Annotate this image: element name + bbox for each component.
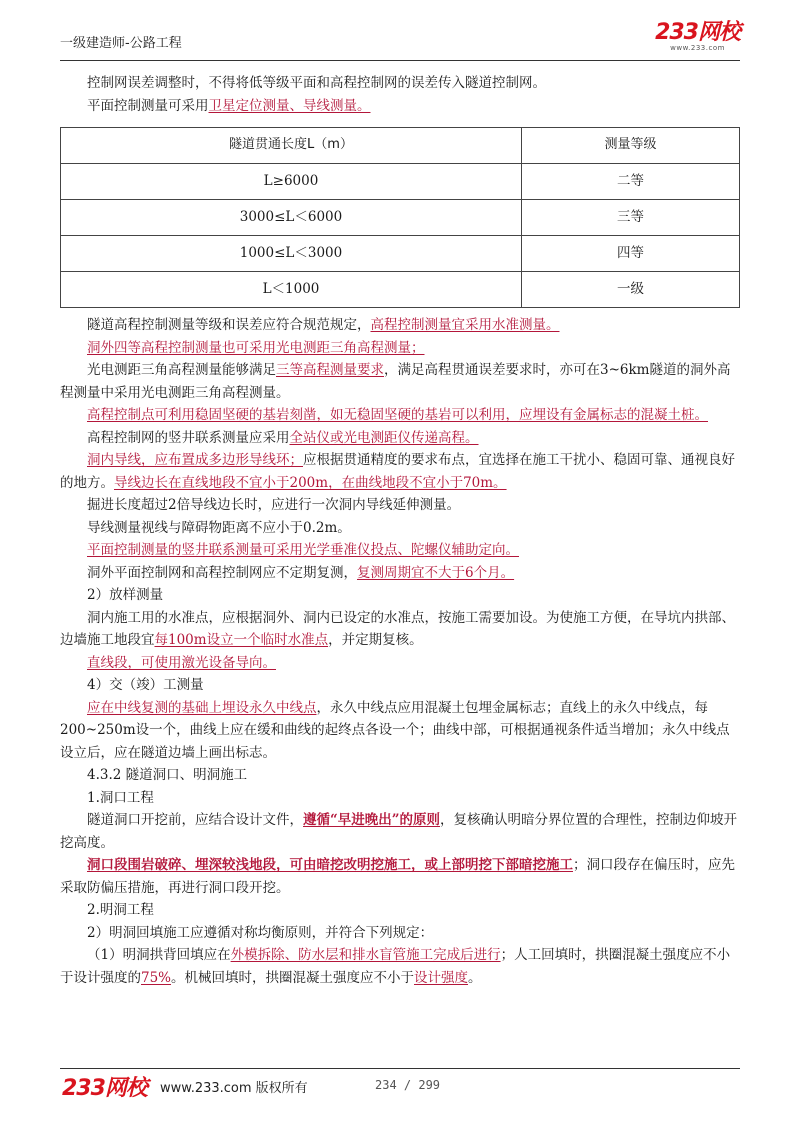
table-cell: 3000≤L＜6000 bbox=[61, 200, 522, 236]
survey-grade-table bbox=[60, 127, 740, 308]
table-row bbox=[61, 236, 740, 272]
paragraph bbox=[60, 944, 740, 989]
text: 隧道洞口开挖前，应结合设计文件， bbox=[87, 812, 303, 828]
text: ，永久中线点应用混凝土包埋金属标志；直线上的永久中线点，每200~250m设一个，曲线上应在缓和曲线的起终点各设一个；曲线中部，可根据通视条件适当增加；永久中线点设立后，应在隧道边墙上画出标志。 bbox=[60, 699, 730, 761]
paragraph bbox=[60, 922, 740, 945]
highlight-text: 洞内导线，应布置成多边形导线环； bbox=[87, 452, 303, 468]
highlight-text: 直线段，可使用激光设备导向。 bbox=[87, 654, 276, 671]
text: 高程控制网的竖井联系测量应采用 bbox=[87, 429, 290, 446]
text: 洞内施工用的水准点，应根据洞外、洞内已设定的水准点，按施工需要加设。为使施工方便，在导坑内拱部、边墙施工地段宜 bbox=[60, 609, 735, 648]
highlight-text: 洞口段围岩破碎、埋深较浅地段，可由暗挖改明挖施工，或上部明挖下部暗挖施工 bbox=[87, 857, 573, 873]
paragraph bbox=[60, 72, 740, 95]
page-footer bbox=[60, 1068, 740, 1099]
table-cell: 二等 bbox=[522, 164, 740, 200]
header-title: 一级建造师-公路工程 bbox=[60, 36, 182, 51]
text: ，复核确认明暗分界位置的合理性，控制边仰坡开挖高度。 bbox=[60, 812, 738, 851]
text: 4）交（竣）工测量 bbox=[87, 677, 204, 693]
highlight-text: 导线边长在直线地段不宜小于200m，在曲线地段不宜小于70m。 bbox=[114, 474, 507, 491]
table-row bbox=[61, 272, 740, 308]
paragraph bbox=[60, 494, 740, 517]
highlight-text: 设计强度 bbox=[414, 969, 469, 986]
table-row bbox=[61, 200, 740, 236]
paragraph bbox=[60, 359, 740, 404]
highlight-text: 复测周期宜不大于6个月。 bbox=[357, 564, 515, 581]
logo-text: 233网校 bbox=[655, 20, 740, 45]
paragraph bbox=[60, 314, 740, 337]
paragraph bbox=[60, 854, 740, 899]
table-header: 测量等级 bbox=[522, 128, 740, 164]
text: 2）放样测量 bbox=[87, 587, 164, 603]
section-heading bbox=[60, 787, 740, 810]
table-cell: 三等 bbox=[522, 200, 740, 236]
text: 洞外平面控制网和高程控制网应不定期复测， bbox=[87, 564, 357, 581]
text: ；人工回填时，拱圈混凝土强度应不小于设计强度的 bbox=[60, 947, 731, 986]
paragraph bbox=[60, 95, 740, 118]
paragraph bbox=[60, 404, 740, 427]
text: 应根据贯通精度的要求布点，宜选择在施工干扰小、稳固可靠、通视良好的地方。 bbox=[60, 452, 735, 491]
table-cell: 四等 bbox=[522, 236, 740, 272]
highlight-text: 应在中线复测的基础上埋设永久中线点 bbox=[87, 699, 317, 716]
text: 导线测量视线与障碍物距离不应小于0.2m。 bbox=[87, 519, 351, 536]
highlight-text: 三等高程测量要求 bbox=[276, 362, 384, 378]
text: 2）明洞回填施工应遵循对称均衡原则，并符合下列规定： bbox=[87, 924, 434, 941]
text: （1）明洞拱背回填应在 bbox=[87, 947, 231, 963]
table-cell: L＜1000 bbox=[61, 272, 522, 308]
text: 平面控制测量可采用 bbox=[87, 97, 209, 114]
paragraph bbox=[60, 652, 740, 675]
text: ；洞口段存在偏压时，应先采取防偏压措施，再进行洞口段开挖。 bbox=[60, 857, 735, 896]
page-header bbox=[60, 18, 740, 61]
paragraph bbox=[60, 607, 740, 652]
section-heading bbox=[60, 764, 740, 787]
table-row bbox=[61, 164, 740, 200]
text: ，并定期复核。 bbox=[328, 632, 423, 648]
site-logo bbox=[655, 22, 740, 52]
paragraph bbox=[60, 539, 740, 562]
table-cell: 一级 bbox=[522, 272, 740, 308]
paragraph bbox=[60, 517, 740, 540]
text: ，满足高程贯通误差要求时，亦可在3~6km隧道的洞外高程测量中采用光电测距三角高程测量。 bbox=[60, 362, 731, 401]
highlight-text: 全站仪或光电测距仪传递高程。 bbox=[289, 429, 479, 446]
paragraph bbox=[60, 562, 740, 585]
highlight-text: 洞外四等高程控制测量也可采用光电测距三角高程测量； bbox=[87, 339, 425, 356]
paragraph bbox=[60, 697, 740, 765]
text: 隧道高程控制测量等级和误差应符合规范规定， bbox=[87, 317, 371, 333]
section-heading bbox=[60, 899, 740, 922]
footer-copyright: www.233.com 版权所有 bbox=[160, 1081, 308, 1096]
text: 掘进长度超过2倍导线边长时，应进行一次洞内导线延伸测量。 bbox=[87, 497, 461, 513]
text: 2.明洞工程 bbox=[87, 902, 154, 918]
highlight-text: 高程控制测量宜采用水准测量。 bbox=[370, 317, 560, 333]
text: 。机械回填时，拱圈混凝土强度应不小于 bbox=[171, 969, 415, 986]
table-header-row bbox=[61, 128, 740, 164]
highlight-text: 外模拆除、防水层和排水盲管施工完成后进行 bbox=[230, 947, 501, 963]
page-number: 234 / 299 bbox=[375, 1078, 441, 1092]
paragraph bbox=[60, 449, 740, 494]
paragraph bbox=[60, 809, 740, 854]
table-header: 隧道贯通长度L（m） bbox=[61, 128, 522, 164]
highlight-text: 平面控制测量的竖井联系测量可采用光学垂准仪投点、陀螺仪辅助定向。 bbox=[87, 542, 519, 558]
table-cell: 1000≤L＜3000 bbox=[61, 236, 522, 272]
section-heading bbox=[60, 584, 740, 607]
highlight-text: 每100m设立一个临时水准点 bbox=[154, 632, 329, 648]
highlight-text: 遵循“早进晚出”的原则 bbox=[303, 812, 441, 828]
highlight-text: 75% bbox=[141, 969, 172, 986]
table-cell: L≥6000 bbox=[61, 164, 522, 200]
text: 控制网误差调整时，不得将低等级平面和高程控制网的误差传入隧道控制网。 bbox=[87, 75, 546, 91]
text: 4.3.2 隧道洞口、明洞施工 bbox=[87, 767, 248, 783]
section-heading bbox=[60, 674, 740, 697]
logo-url: www.233.com bbox=[670, 44, 725, 52]
highlight-text: 高程控制点可利用稳固坚硬的基岩刻凿，如无稳固坚硬的基岩可以利用，应埋设有金属标志的混凝土桩。 bbox=[87, 407, 708, 423]
text: 。 bbox=[468, 969, 482, 986]
paragraph bbox=[60, 337, 740, 360]
text: 光电测距三角高程测量能够满足 bbox=[87, 362, 276, 378]
text: 1.洞口工程 bbox=[87, 789, 154, 806]
paragraph bbox=[60, 427, 740, 450]
footer-logo: 233网校 bbox=[62, 1076, 147, 1101]
document-body bbox=[60, 72, 740, 989]
highlight-text: 卫星定位测量、导线测量。 bbox=[208, 97, 371, 114]
